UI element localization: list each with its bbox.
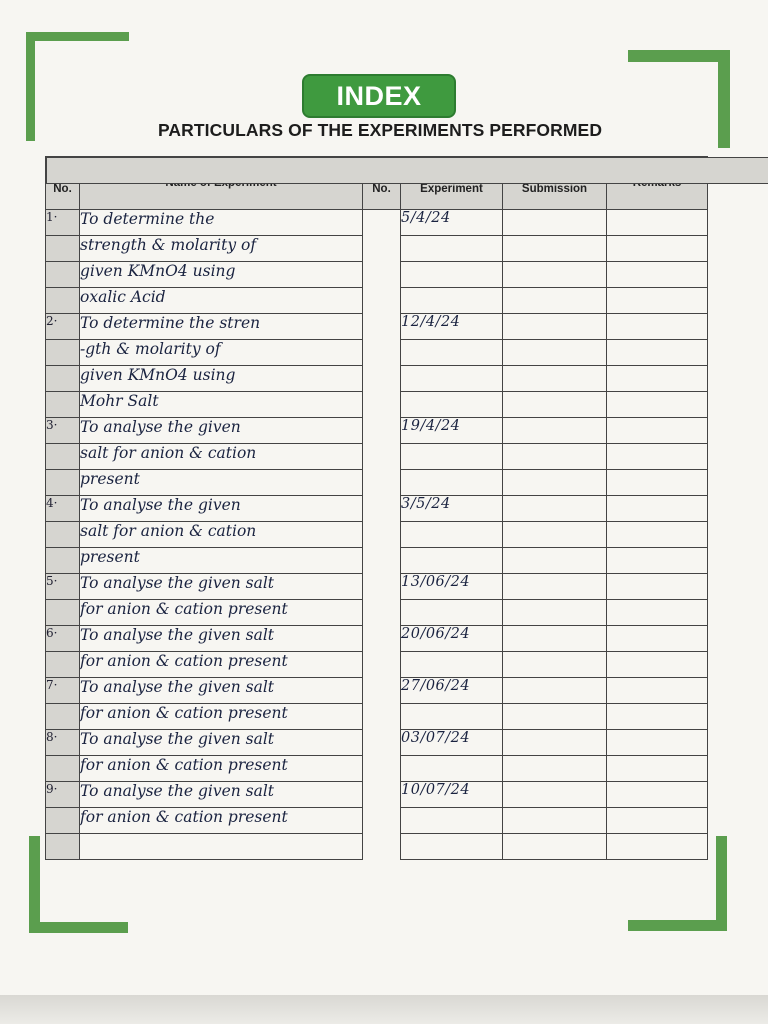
- table-body: [46, 210, 708, 860]
- expt-number-cell: [46, 288, 80, 314]
- table-row: [46, 678, 708, 704]
- date-of-experiment-cell: 13/06/24: [401, 574, 503, 600]
- date-of-experiment-cell: 03/07/24: [401, 730, 503, 756]
- date-of-submission-cell: [503, 236, 607, 262]
- col-header-expt-no: No.: [46, 157, 80, 210]
- date-of-submission-cell: [503, 652, 607, 678]
- page-number-cell: [46, 157, 768, 184]
- expt-number-cell: 8·: [46, 730, 80, 756]
- date-of-submission-cell: [503, 262, 607, 288]
- date-of-submission-cell: [503, 210, 607, 236]
- expt-number-cell: [46, 756, 80, 782]
- date-of-experiment-cell: [401, 262, 503, 288]
- experiment-name-cell: To analyse the given salt: [80, 782, 363, 808]
- date-of-submission-cell: [503, 340, 607, 366]
- date-of-submission-cell: [503, 600, 607, 626]
- experiment-name-cell: given KMnO4 using: [80, 366, 363, 392]
- expt-number-cell: [46, 340, 80, 366]
- table-row: [46, 496, 708, 522]
- date-of-experiment-cell: [401, 470, 503, 496]
- date-of-experiment-cell: 3/5/24: [401, 496, 503, 522]
- date-of-submission-cell: [503, 444, 607, 470]
- remarks-cell: [607, 444, 708, 470]
- experiment-name-cell: for anion & cation present: [80, 600, 363, 626]
- expt-number-cell: 6·: [46, 626, 80, 652]
- experiment-name-cell: oxalic Acid: [80, 288, 363, 314]
- table-row: [46, 704, 708, 730]
- expt-number-cell: [46, 600, 80, 626]
- remarks-cell: [607, 496, 708, 522]
- table-row: [46, 470, 708, 496]
- remarks-cell: [607, 418, 708, 444]
- remarks-cell: [607, 210, 708, 236]
- date-of-experiment-cell: [401, 834, 503, 860]
- table-row: [46, 730, 708, 756]
- remarks-cell: [607, 470, 708, 496]
- date-of-submission-cell: [503, 574, 607, 600]
- remarks-cell: [607, 522, 708, 548]
- date-of-experiment-cell: [401, 548, 503, 574]
- table-row: [46, 236, 708, 262]
- experiment-name-cell: To analyse the given: [80, 418, 363, 444]
- date-of-submission-cell: [503, 678, 607, 704]
- date-of-submission-cell: [503, 314, 607, 340]
- date-of-submission-cell: [503, 756, 607, 782]
- experiment-name-cell: To analyse the given salt: [80, 574, 363, 600]
- remarks-cell: [607, 262, 708, 288]
- expt-number-cell: 4·: [46, 496, 80, 522]
- date-of-experiment-cell: [401, 522, 503, 548]
- experiment-name-cell: To analyse the given salt: [80, 730, 363, 756]
- date-of-submission-cell: [503, 782, 607, 808]
- expt-number-cell: 2·: [46, 314, 80, 340]
- expt-number-cell: 3·: [46, 418, 80, 444]
- remarks-cell: [607, 626, 708, 652]
- experiments-index-table: [45, 156, 708, 860]
- expt-number-cell: [46, 704, 80, 730]
- date-of-experiment-cell: [401, 236, 503, 262]
- experiment-name-cell: To analyse the given: [80, 496, 363, 522]
- remarks-cell: [607, 600, 708, 626]
- expt-number-cell: 7·: [46, 678, 80, 704]
- remarks-cell: [607, 730, 708, 756]
- expt-number-cell: [46, 392, 80, 418]
- experiment-name-cell: To determine the: [80, 210, 363, 236]
- table-row: [46, 548, 708, 574]
- date-of-submission-cell: [503, 392, 607, 418]
- experiment-name-cell: present: [80, 470, 363, 496]
- remarks-cell: [607, 236, 708, 262]
- date-of-experiment-cell: [401, 600, 503, 626]
- date-of-submission-cell: [503, 470, 607, 496]
- expt-number-cell: [46, 366, 80, 392]
- remarks-cell: [607, 808, 708, 834]
- date-of-experiment-cell: 12/4/24: [401, 314, 503, 340]
- table-row: [46, 314, 708, 340]
- expt-number-cell: [46, 522, 80, 548]
- remarks-cell: [607, 756, 708, 782]
- table-row: [46, 418, 708, 444]
- date-of-experiment-cell: [401, 340, 503, 366]
- experiment-name-cell: for anion & cation present: [80, 808, 363, 834]
- remarks-cell: [607, 288, 708, 314]
- experiment-name-cell: for anion & cation present: [80, 756, 363, 782]
- expt-number-cell: 9·: [46, 782, 80, 808]
- table-row: [46, 834, 708, 860]
- expt-number-cell: [46, 548, 80, 574]
- remarks-cell: [607, 548, 708, 574]
- date-of-submission-cell: [503, 704, 607, 730]
- experiment-name-cell: Mohr Salt: [80, 392, 363, 418]
- table-row: [46, 600, 708, 626]
- col-header-page-no: No.: [363, 157, 401, 210]
- date-of-submission-cell: [503, 808, 607, 834]
- table-row: [46, 522, 708, 548]
- expt-number-cell: 5·: [46, 574, 80, 600]
- date-of-submission-cell: [503, 288, 607, 314]
- remarks-cell: [607, 340, 708, 366]
- date-of-submission-cell: [503, 496, 607, 522]
- date-of-experiment-cell: [401, 366, 503, 392]
- table-row: [46, 210, 708, 236]
- date-of-experiment-cell: 19/4/24: [401, 418, 503, 444]
- date-of-experiment-cell: [401, 808, 503, 834]
- date-of-submission-cell: [503, 626, 607, 652]
- expt-number-cell: [46, 470, 80, 496]
- table-row: [46, 782, 708, 808]
- col-header-date-of-submission: Submission: [503, 157, 607, 210]
- experiment-name-cell: given KMnO4 using: [80, 262, 363, 288]
- date-of-experiment-cell: 27/06/24: [401, 678, 503, 704]
- table-row: [46, 444, 708, 470]
- remarks-cell: [607, 704, 708, 730]
- date-of-experiment-cell: 20/06/24: [401, 626, 503, 652]
- expt-number-cell: [46, 444, 80, 470]
- table-row: [46, 366, 708, 392]
- date-of-experiment-cell: 5/4/24: [401, 210, 503, 236]
- date-of-submission-cell: [503, 834, 607, 860]
- experiment-name-cell: To analyse the given salt: [80, 678, 363, 704]
- expt-number-cell: [46, 236, 80, 262]
- table-row: [46, 626, 708, 652]
- remarks-cell: [607, 678, 708, 704]
- remarks-cell: [607, 574, 708, 600]
- expt-number-cell: [46, 262, 80, 288]
- experiment-name-cell: To determine the stren: [80, 314, 363, 340]
- remarks-cell: [607, 392, 708, 418]
- table-row: [46, 392, 708, 418]
- date-of-experiment-cell: [401, 392, 503, 418]
- col-header-date-of-experiment: Experiment: [401, 157, 503, 210]
- remarks-cell: [607, 366, 708, 392]
- date-of-submission-cell: [503, 522, 607, 548]
- experiment-name-cell: [80, 834, 363, 860]
- index-badge: INDEX: [302, 74, 456, 118]
- experiment-name-cell: present: [80, 548, 363, 574]
- table-row: [46, 756, 708, 782]
- date-of-submission-cell: [503, 366, 607, 392]
- experiment-name-cell: strength & molarity of: [80, 236, 363, 262]
- date-of-submission-cell: [503, 418, 607, 444]
- date-of-experiment-cell: [401, 288, 503, 314]
- expt-number-cell: [46, 652, 80, 678]
- date-of-experiment-cell: [401, 444, 503, 470]
- experiment-name-cell: for anion & cation present: [80, 652, 363, 678]
- page-subtitle: PARTICULARS OF THE EXPERIMENTS PERFORMED: [157, 120, 603, 140]
- table-row: [46, 288, 708, 314]
- expt-number-cell: 1·: [46, 210, 80, 236]
- experiment-name-cell: salt for anion & cation: [80, 444, 363, 470]
- expt-number-cell: [46, 808, 80, 834]
- table-row: [46, 574, 708, 600]
- date-of-experiment-cell: [401, 756, 503, 782]
- remarks-cell: [607, 782, 708, 808]
- remarks-cell: [607, 314, 708, 340]
- table-row: [46, 808, 708, 834]
- experiment-name-cell: for anion & cation present: [80, 704, 363, 730]
- table-row: [46, 262, 708, 288]
- page-edge-shadow: [0, 995, 768, 1024]
- date-of-submission-cell: [503, 730, 607, 756]
- experiment-name-cell: salt for anion & cation: [80, 522, 363, 548]
- expt-number-cell: [46, 834, 80, 860]
- date-of-experiment-cell: 10/07/24: [401, 782, 503, 808]
- date-of-experiment-cell: [401, 652, 503, 678]
- date-of-submission-cell: [503, 548, 607, 574]
- date-of-experiment-cell: [401, 704, 503, 730]
- remarks-cell: [607, 652, 708, 678]
- table-row: [46, 340, 708, 366]
- table-row: [46, 652, 708, 678]
- experiment-name-cell: To analyse the given salt: [80, 626, 363, 652]
- remarks-cell: [607, 834, 708, 860]
- experiment-name-cell: -gth & molarity of: [80, 340, 363, 366]
